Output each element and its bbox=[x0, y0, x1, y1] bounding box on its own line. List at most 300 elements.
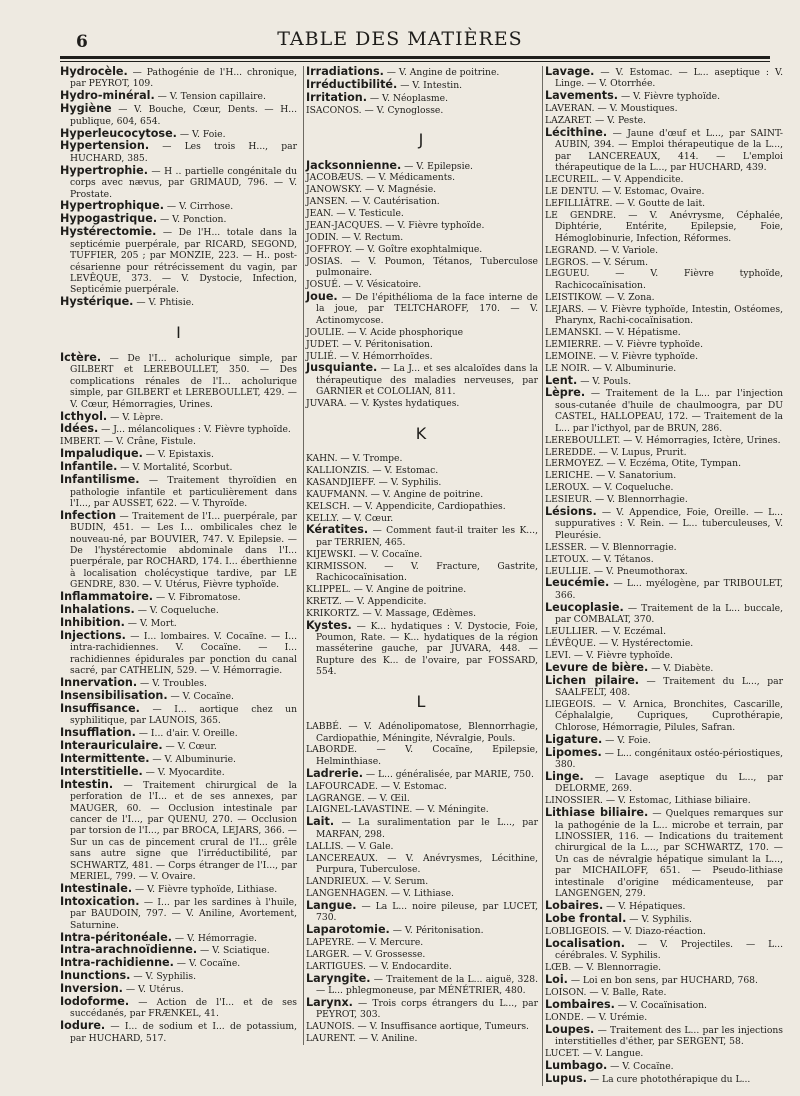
index-term: Ictère. bbox=[60, 351, 102, 365]
index-term: Lupus. bbox=[545, 1071, 587, 1085]
index-entry bbox=[543, 327, 783, 338]
index-reference: KRETZ. — V. Appendicite. bbox=[306, 595, 427, 607]
index-entry bbox=[60, 957, 297, 969]
index-reference: LUCET. — V. Langue. bbox=[545, 1047, 644, 1059]
index-column-1 bbox=[60, 66, 297, 1045]
index-term: Hypogastrique. bbox=[60, 212, 158, 226]
index-term: Lésions. bbox=[545, 505, 597, 519]
index-entry bbox=[60, 128, 297, 140]
index-entry bbox=[60, 932, 297, 944]
index-entry bbox=[543, 103, 783, 114]
index-reference: — V. Cocaïne. bbox=[167, 690, 234, 702]
index-entry bbox=[543, 115, 783, 126]
index-reference: LOBLIGEOIS. — V. Diazo-réaction. bbox=[545, 925, 706, 937]
index-entry bbox=[543, 375, 783, 387]
index-term: Impaludique. bbox=[60, 447, 143, 461]
index-reference: — Traitement des L... par les injections interstitielles d'éther, par SERGENT, 58. bbox=[555, 1024, 783, 1047]
index-entry bbox=[60, 970, 297, 982]
index-term: Lécithine. bbox=[545, 126, 608, 140]
index-reference: — Traitement thyroïdien en pathologie infantile et particulièrement dans l'I..., par AUSSET, 622. — V. Thyroïde. bbox=[70, 475, 297, 509]
index-entry bbox=[60, 690, 297, 702]
index-entry bbox=[304, 841, 538, 852]
index-reference: — V. Sciatique. bbox=[197, 945, 270, 957]
index-entry bbox=[543, 387, 783, 434]
index-entry bbox=[60, 604, 297, 616]
index-reference: — V. Epistaxis. bbox=[142, 449, 214, 461]
index-term: Injections. bbox=[60, 628, 126, 642]
index-reference: KASANDJIEFF. — V. Syphilis. bbox=[306, 476, 442, 488]
index-reference: KIRMISSON. — V. Fracture, Gastrite, Rachicocaïnisation. bbox=[306, 560, 538, 584]
index-entry bbox=[304, 793, 538, 804]
index-reference: — Traitement chirurgical de la perforation de l'I... et de ses annexes, par MAUGER, 60. — Occlusion intestinale par cancer de l'I..., par QUENU, 270. — Occlusion par torsion de l'I..., par BROCA, LEJARS, 366. — Sur un cas de pincement crural de l'I... grêle sans autre signe que l'irréductibilité, par SCHWARTZ, 481. — Corps étranger de l'I..., par MERIEL, 799. — V. Ovaire. bbox=[70, 779, 297, 882]
index-entry bbox=[543, 1060, 783, 1072]
index-term: Hydro-minéral. bbox=[60, 89, 155, 103]
section-letter: L bbox=[416, 691, 426, 711]
index-reference: — Traitement de la L... aiguë, 328. — L... phlegmoneuse, par MÉNÉTRIER, 480. bbox=[316, 973, 538, 997]
index-reference: — V. Syphilis. bbox=[626, 913, 692, 925]
index-entry bbox=[60, 226, 297, 295]
index-entry bbox=[304, 244, 538, 255]
index-entry bbox=[304, 489, 538, 500]
index-entry bbox=[304, 279, 538, 290]
index-reference: LESIEUR. — V. Blennorrhagie. bbox=[545, 494, 688, 506]
index-reference: JOFFROY. — V. Goître exophtalmique. bbox=[306, 243, 483, 255]
index-term: Inhalations. bbox=[60, 603, 135, 617]
index-entry bbox=[304, 1021, 538, 1032]
index-entry bbox=[304, 721, 538, 744]
index-reference: — V. Angine de poitrine. bbox=[383, 67, 500, 78]
index-reference: — V. Mort. bbox=[124, 617, 177, 629]
index-entry bbox=[543, 638, 783, 649]
index-reference: LARTIGUES. — V. Endocardite. bbox=[306, 960, 452, 972]
index-entry bbox=[304, 477, 538, 488]
index-reference: LIEGEOIS. — V. Arnica, Bronchites, Cascarille, Céphalalgie, Cupriques, Cuprothérapie, Chlorose, Hémorragie, Pilules, Safran. bbox=[545, 699, 783, 733]
index-reference: LEULLIER. — V. Eczémal. bbox=[545, 626, 667, 638]
index-term: Icthyol. bbox=[60, 409, 108, 423]
index-entry bbox=[543, 127, 783, 174]
index-entry bbox=[304, 184, 538, 195]
index-term: Inunctions. bbox=[60, 969, 131, 983]
index-reference: — De l'H... totale dans la septicémie puerpérale, par RICARD, SEGOND, TUFFIER, 205 ; par MONZIE, 223. — H.. post-césarienne pour rétrécissement du vagin, par LEVÊQUE, 373. — V. Dystocie, Infection, Septicémie puerpérale. bbox=[70, 227, 297, 296]
index-reference: — Jaune d'œuf et L..., par SAINT-AUBIN, 394. — Emploi thérapeutique de la L..., par LANCEREAUX, 414. — L'emploi thérapeutique de la L..., par HUCHARD, 439. bbox=[555, 128, 783, 174]
index-entry bbox=[543, 675, 783, 699]
index-reference: — V. Cocaïnisation. bbox=[614, 999, 707, 1011]
index-reference: LERICHE. — V. Sanatorium. bbox=[545, 470, 677, 482]
index-term: Laparotomie. bbox=[306, 923, 390, 936]
index-term: Infection bbox=[60, 508, 117, 522]
index-reference: — De l'I... acholurique simple, par GILBERT et LEREBOULLET, 350. — Des complications rénales de l'I... acholurique simple, par GILBERT et LEREBOULLET, 429. — V. Cœur, Hémorragies, Urines. bbox=[70, 353, 297, 410]
index-entry bbox=[304, 561, 538, 584]
index-reference: ISACONOS. — V. Cynoglosse. bbox=[306, 104, 444, 116]
index-entry bbox=[304, 453, 538, 464]
index-reference: KALLIONZIS. — V. Estomac. bbox=[306, 464, 439, 476]
index-term: Interauriculaire. bbox=[60, 739, 163, 753]
index-entry bbox=[543, 482, 783, 493]
index-reference: — J... mélancoliques : V. Fièvre typhoïde. bbox=[98, 424, 291, 436]
page-number: 6 bbox=[76, 32, 88, 52]
index-entry bbox=[304, 465, 538, 476]
index-reference: — V. Fièvre typhoïde, Lithiase. bbox=[132, 883, 278, 895]
index-reference: — Quelques remarques sur la pathogénie de la L... microbe et terrain, par LINOSSIER, 116. — Indications du traitement chirurgical de la L..., par SCHWARTZ, 170. — Un cas de névralgie hépatique simulant la L..., par MICHAILOFF, 651. — Pseudo-lithiase intestinale d'origine médicamenteuse, par LANGENGEN, 279. bbox=[555, 808, 784, 900]
index-reference: LABBÉ. — V. Adénolipomatose, Blennorrhagie, Cardiopathie, Méningite, Névralgie, Pouls. bbox=[306, 721, 538, 744]
index-term: Loi. bbox=[545, 972, 568, 986]
index-entry bbox=[60, 617, 297, 629]
index-entry bbox=[60, 1020, 297, 1044]
index-reference: — V. Fibromatose. bbox=[153, 592, 241, 604]
index-reference: — V. Péritonisation. bbox=[389, 925, 484, 936]
index-reference: LAURENT. — V. Aniline. bbox=[306, 1033, 418, 1045]
index-term: Irréductibilité. bbox=[306, 77, 398, 91]
index-entry bbox=[60, 66, 297, 90]
index-reference: — V. Mortalité, Scorbut. bbox=[117, 462, 233, 474]
index-reference: — L... congénitaux ostéo-périostiques, 380. bbox=[555, 747, 783, 771]
index-term: Ladrerie. bbox=[306, 766, 363, 780]
index-reference: — V. Epilepsie. bbox=[401, 160, 473, 172]
index-term: Lent. bbox=[545, 373, 578, 387]
index-entry bbox=[543, 999, 783, 1011]
index-term: Lumbago. bbox=[545, 1058, 608, 1072]
index-entry bbox=[304, 584, 538, 595]
index-term: Lipomes. bbox=[545, 745, 602, 759]
index-entry bbox=[543, 210, 783, 244]
index-term: Hyperleucocytose. bbox=[60, 126, 177, 140]
index-reference: — V. Fièvre typhoïde. bbox=[618, 91, 721, 103]
index-entry bbox=[543, 938, 783, 962]
index-reference: — Lavage aseptique du L..., par DELORME, 269. bbox=[555, 771, 783, 795]
index-entry bbox=[304, 876, 538, 887]
index-reference: KELSCH. — V. Appendicite, Cardiopathies. bbox=[306, 500, 506, 512]
index-term: Lèpre. bbox=[545, 386, 586, 400]
index-entry bbox=[304, 961, 538, 972]
index-term: Ligature. bbox=[545, 732, 603, 746]
index-reference: — V. Myocardite. bbox=[142, 766, 225, 778]
index-entry bbox=[60, 474, 297, 509]
index-entry bbox=[543, 447, 783, 458]
index-entry bbox=[60, 103, 297, 127]
index-reference: KAUFMANN. — V. Angine de poitrine. bbox=[306, 488, 484, 500]
index-entry bbox=[543, 268, 783, 291]
index-entry bbox=[60, 448, 297, 460]
index-entry bbox=[304, 92, 538, 104]
index-term: Hystérectomie. bbox=[60, 225, 157, 239]
index-reference: — V. Intestin. bbox=[397, 79, 463, 91]
index-reference: JUDET. — V. Péritonisation. bbox=[306, 338, 433, 350]
index-reference: — L... myélogène, par TRIBOULET, 366. bbox=[555, 578, 783, 601]
index-entry bbox=[304, 781, 538, 792]
index-entry bbox=[304, 351, 538, 362]
index-entry bbox=[304, 900, 538, 924]
index-term: Kystes. bbox=[306, 618, 352, 632]
index-reference: LAVERAN. — V. Moustiques. bbox=[545, 103, 678, 115]
index-term: Iodure. bbox=[60, 1019, 106, 1033]
index-reference: LEMOINE. — V. Fièvre typhoïde. bbox=[545, 350, 699, 362]
index-reference: — De l'épithélioma de la face interne de la joue, par TELTCHAROFF, 170. — V. Actinomycose. bbox=[316, 292, 538, 326]
index-reference: JOSIAS. — V. Poumon, Tétanos, Tuberculose pulmonaire. bbox=[306, 255, 538, 279]
index-entry bbox=[304, 291, 538, 326]
index-entry bbox=[304, 339, 538, 350]
index-entry bbox=[304, 804, 538, 815]
index-reference: — I... de sodium et I... de potassium, par HUCHARD, 517. bbox=[70, 1021, 297, 1044]
index-entry bbox=[304, 853, 538, 876]
index-entry bbox=[60, 996, 297, 1020]
index-entry bbox=[543, 542, 783, 553]
index-term: Hypertrophie. bbox=[60, 163, 148, 177]
index-reference: JUVARA. — V. Kystes hydatiques. bbox=[306, 398, 460, 410]
index-reference: — V. Bouche, Cœur, Dents. — H... publique, 604, 654. bbox=[70, 104, 297, 127]
index-reference: LARGER. — V. Grossesse. bbox=[306, 948, 426, 960]
index-reference: — La L... noire pileuse, par LUCET, 730. bbox=[316, 900, 538, 924]
index-term: Linge. bbox=[545, 769, 584, 783]
index-entry bbox=[304, 549, 538, 560]
index-entry bbox=[543, 554, 783, 565]
index-reference: — L... généralisée, par MARIE, 750. bbox=[362, 768, 534, 780]
index-entry bbox=[543, 913, 783, 925]
index-entry bbox=[60, 630, 297, 677]
index-entry bbox=[304, 620, 538, 678]
index-term: Hystérique. bbox=[60, 295, 134, 309]
index-entry bbox=[304, 256, 538, 279]
index-entry bbox=[60, 436, 297, 447]
index-entry bbox=[543, 900, 783, 912]
index-term: Inflammatoire. bbox=[60, 590, 154, 604]
index-reference: — Les trois H..., par HUCHARD, 385. bbox=[70, 141, 297, 164]
index-entry bbox=[304, 220, 538, 231]
index-entry bbox=[60, 677, 297, 689]
index-entry bbox=[60, 213, 297, 225]
index-reference: LECUREIL. — V. Appendicite. bbox=[545, 174, 684, 186]
index-term: Loupes. bbox=[545, 1022, 595, 1036]
index-column-2 bbox=[303, 66, 538, 1045]
index-reference: LINOSSIER. — V. Estomac, Lithiase biliaire. bbox=[545, 795, 751, 807]
index-entry bbox=[304, 924, 538, 936]
index-term: Localisation. bbox=[545, 936, 625, 950]
index-entry bbox=[304, 997, 538, 1021]
index-entry bbox=[304, 937, 538, 948]
index-reference: — V. Phtisie. bbox=[133, 297, 195, 309]
index-reference: LAIGNEL-LAVASTINE. — V. Méningite. bbox=[306, 804, 489, 816]
index-entry bbox=[304, 105, 538, 116]
index-entry bbox=[304, 596, 538, 607]
index-column-3 bbox=[542, 66, 783, 1086]
index-reference: — V. Appendice, Foie, Oreille. — L... suppuratives : V. Rein. — L... tuberculeuses, V. Pleurésie. bbox=[555, 507, 783, 541]
index-entry bbox=[543, 962, 783, 973]
index-reference: — V. Hépatiques. bbox=[603, 900, 686, 912]
index-reference: IMBERT. — V. Crâne, Fistule. bbox=[60, 436, 196, 448]
index-reference: LEFILLIÂTRE. — V. Goutte de lait. bbox=[545, 197, 706, 209]
index-reference: — V. Ponction. bbox=[157, 214, 227, 226]
index-reference: — La suralimentation par le L..., par MARFAN, 298. bbox=[316, 817, 538, 840]
index-entry bbox=[543, 470, 783, 481]
index-reference: LONDE. — V. Urémie. bbox=[545, 1011, 648, 1023]
index-entry bbox=[543, 174, 783, 185]
index-term: Hypertrophique. bbox=[60, 199, 164, 213]
index-reference: JOSUÉ. — V. Vésicatoire. bbox=[306, 279, 422, 291]
index-entry bbox=[543, 926, 783, 937]
index-term: Inversion. bbox=[60, 982, 123, 996]
index-entry bbox=[304, 232, 538, 243]
index-entry bbox=[60, 510, 297, 591]
index-entry bbox=[304, 160, 538, 172]
index-reference: — Traitement du L..., par SAALFELT, 408. bbox=[555, 675, 783, 699]
index-reference: — V. Cirrhose. bbox=[163, 201, 234, 213]
index-entry bbox=[543, 795, 783, 806]
index-reference: KRIKORTZ. — V. Massage, Œdèmes. bbox=[306, 607, 476, 619]
index-term: Irritation. bbox=[306, 90, 368, 104]
index-reference: — Trois corps étrangers du L..., par PEYROT, 303. bbox=[316, 997, 538, 1021]
index-entry bbox=[60, 352, 297, 410]
index-entry bbox=[543, 494, 783, 505]
index-reference: LEMIERRE. — V. Fièvre typhoïde. bbox=[545, 338, 703, 350]
index-entry bbox=[304, 398, 538, 409]
index-reference: LEROUX. — V. Coqueluche. bbox=[545, 482, 674, 494]
index-term: Irradiations. bbox=[306, 65, 384, 78]
index-term: Langue. bbox=[306, 898, 357, 912]
index-reference: LEREDDE. — V. Lupus, Prurit. bbox=[545, 446, 687, 458]
index-reference: — V. Estomac. — L... aseptique : V. Linge. — V. Otorrhée. bbox=[555, 67, 783, 90]
index-reference: — V. Foie. bbox=[176, 128, 226, 140]
section-letter: K bbox=[415, 423, 427, 443]
index-entry bbox=[60, 411, 297, 423]
index-reference: LEREBOULLET. — V. Hémorragies, Ictère, Urines. bbox=[545, 434, 781, 446]
index-entry bbox=[304, 196, 538, 207]
index-entry bbox=[60, 983, 297, 995]
index-reference: — I... d'air. V. Oreille. bbox=[135, 728, 238, 740]
index-term: Lichen pilaire. bbox=[545, 673, 640, 687]
index-reference: — V. Coqueluche. bbox=[134, 605, 219, 617]
index-entry bbox=[543, 577, 783, 601]
index-term: Hygiène bbox=[60, 102, 112, 116]
index-reference: LEJARS. — V. Fièvre typhoïde, Intestin, Ostéomes, Pharynx, Rachi-cocaïnisation. bbox=[545, 303, 783, 327]
index-entry bbox=[304, 501, 538, 512]
index-reference: LEGROS. — V. Sérum. bbox=[545, 256, 649, 268]
index-reference: — V. Projectiles. — L... cérébrales. V. Syphilis. bbox=[555, 938, 783, 962]
header-rule bbox=[60, 56, 770, 59]
index-entry bbox=[543, 1012, 783, 1023]
index-term: Iodoforme. bbox=[60, 995, 130, 1009]
index-reference: KLIPPEL. — V. Angine de poitrine. bbox=[306, 583, 467, 595]
index-entry bbox=[60, 165, 297, 200]
index-reference: LAZARET. — V. Peste. bbox=[545, 115, 646, 127]
index-entry bbox=[304, 888, 538, 899]
index-reference: — K... hydatiques : V. Dystocie, Foie, Poumon, Rate. — K... hydatiques de la région masséterine gauche, par JUVARA, 448. — Rupture des K... de l'ovaire, par FOSSARD, 554. bbox=[316, 620, 538, 678]
index-reference: KAHN. — V. Trompe. bbox=[306, 452, 403, 464]
index-term: Insensibilisation. bbox=[60, 688, 168, 702]
index-entry bbox=[543, 1024, 783, 1048]
section-letter: J bbox=[418, 130, 424, 150]
index-reference: JEAN. — V. Testicule. bbox=[306, 208, 404, 220]
index-reference: LOISON. — V. Balle, Rate. bbox=[545, 986, 667, 998]
index-entry bbox=[304, 327, 538, 338]
index-term: Lobe frontal. bbox=[545, 911, 627, 925]
index-entry bbox=[543, 1048, 783, 1059]
index-reference: — La J... et ses alcaloïdes dans la thérapeutique des maladies nerveuses, par GARNIER et COLOLIAN, 811. bbox=[316, 363, 538, 398]
index-reference: — V. Foie. bbox=[602, 734, 651, 746]
index-reference: JACOBÆUS. — V. Médicaments. bbox=[306, 172, 456, 184]
index-entry bbox=[543, 458, 783, 469]
index-reference: LANCEREAUX. — V. Anévrysmes, Lécithine, Purpura, Tuberculose. bbox=[306, 852, 538, 875]
index-term: Intra-rachidienne. bbox=[60, 956, 174, 970]
index-reference: — V. Cocaïne. bbox=[607, 1060, 674, 1072]
index-entry bbox=[543, 650, 783, 661]
index-reference: LALLIS. — V. Gale. bbox=[306, 840, 394, 852]
index-reference: LAFOURCADE. — V. Estomac. bbox=[306, 780, 447, 792]
index-entry bbox=[60, 944, 297, 956]
page-title: TABLE DES MATIÈRES bbox=[277, 28, 523, 50]
index-entry bbox=[304, 816, 538, 840]
index-reference: — V. Néoplasme. bbox=[367, 92, 449, 104]
index-entry bbox=[543, 66, 783, 90]
index-entry bbox=[60, 90, 297, 102]
index-reference: LÉVÊQUE. — V. Hystérectomie. bbox=[545, 638, 694, 649]
index-entry bbox=[304, 973, 538, 997]
index-reference: LANGENHAGEN. — V. Lithiase. bbox=[306, 887, 454, 899]
index-term: Intra-arachnoïdienne. bbox=[60, 943, 198, 957]
section-letter: I bbox=[176, 322, 181, 342]
index-entry bbox=[60, 591, 297, 603]
index-entry bbox=[304, 66, 538, 78]
index-term: Lobaires. bbox=[545, 898, 604, 912]
index-reference: JODIN. — V. Rectum. bbox=[306, 231, 404, 243]
index-reference: LAUNOIS. — V. Insuffisance aortique, Tumeurs. bbox=[306, 1021, 529, 1033]
index-reference: JULIÉ. — V. Hémorrhoïdes. bbox=[306, 350, 433, 362]
index-term: Innervation. bbox=[60, 676, 138, 689]
index-reference: JEAN-JACQUES. — V. Fièvre typhoïde. bbox=[306, 220, 485, 232]
index-reference: — Pathogénie de l'H... chronique, par PEYROT, 109. bbox=[70, 67, 297, 90]
index-reference: — V. Cocaïne. bbox=[173, 958, 241, 970]
index-reference: — V. Troubles. bbox=[137, 678, 207, 689]
index-reference: — V. Tension capillaire. bbox=[154, 91, 266, 103]
index-entry bbox=[60, 296, 297, 308]
index-reference: — V. Lèpre. bbox=[107, 411, 164, 423]
index-entry bbox=[543, 602, 783, 626]
index-term: Hypertension. bbox=[60, 139, 150, 153]
index-term: Intermittente. bbox=[60, 751, 150, 765]
index-reference: — V. Hémorragie. bbox=[171, 932, 257, 944]
index-entry bbox=[543, 304, 783, 327]
index-entry bbox=[543, 245, 783, 256]
index-entry bbox=[304, 172, 538, 183]
index-term: Intoxication. bbox=[60, 894, 140, 908]
index-term: Leucoplasie. bbox=[545, 600, 624, 614]
index-entry bbox=[543, 987, 783, 998]
index-entry bbox=[543, 626, 783, 637]
index-entry bbox=[543, 198, 783, 209]
index-reference: JANSEN. — V. Cautérisation. bbox=[306, 196, 440, 208]
index-entry bbox=[60, 740, 297, 752]
index-entry bbox=[304, 608, 538, 619]
index-reference: LAPEYRE. — V. Mercure. bbox=[306, 936, 424, 948]
index-reference: LANDRIEUX. — V. Serum. bbox=[306, 875, 429, 887]
index-entry bbox=[304, 513, 538, 524]
index-reference: — Action de l'I... et de ses succédanés, par FRÆNKEL, 41. bbox=[70, 997, 297, 1020]
index-entry bbox=[543, 186, 783, 197]
index-entry bbox=[60, 883, 297, 895]
index-reference: LEMANSKI. — V. Hépatisme. bbox=[545, 326, 681, 338]
index-reference: LEGUEU. — V. Fièvre typhoïde, Rachicocaïnisation. bbox=[545, 268, 783, 291]
index-entry bbox=[304, 949, 538, 960]
index-entry bbox=[60, 896, 297, 931]
header-rule-thin bbox=[60, 61, 770, 62]
index-reference: LE DENTU. — V. Estomac, Ovaire. bbox=[545, 186, 705, 198]
index-reference: — V. Diabète. bbox=[648, 662, 714, 674]
index-reference: LEISTIKOW. — V. Zona. bbox=[545, 291, 655, 303]
index-reference: — V. Albuminurie. bbox=[149, 753, 236, 765]
index-reference: — La cure photothérapique du L... bbox=[586, 1073, 751, 1085]
index-reference: — H .. partielle congénitale du corps avec nævus, par GRIMAUD, 796. — V. Prostate. bbox=[70, 165, 297, 200]
index-entry bbox=[543, 566, 783, 577]
index-reference: — Traitement de la L... buccale, par COMBALAT, 370. bbox=[555, 602, 783, 626]
index-reference: — I... par les sardines à l'huile, par BAUDOIN, 797. — V. Aniline, Avortement, Saturnine. bbox=[70, 896, 297, 931]
